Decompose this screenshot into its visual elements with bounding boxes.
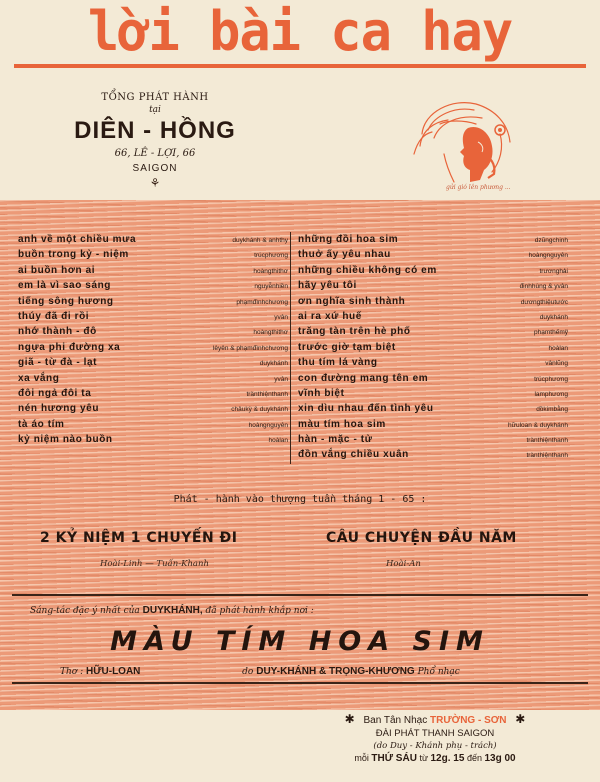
song-composer: trươnghải: [539, 267, 568, 275]
song-title: những đồi hoa sim: [298, 234, 399, 245]
song-composer: hoàlan: [268, 437, 288, 445]
radio-host: (do Duy - Khánh phụ - trách): [373, 741, 497, 751]
schedule-prefix: mỗi: [354, 753, 369, 763]
song-composer: hoàngnguyên: [528, 252, 568, 260]
song-title: nén hương yêu: [18, 403, 100, 415]
song-title: buồn trong kỷ - niệm: [18, 249, 129, 261]
musicians: DUY-KHÁNH & TRỌNG-KHƯƠNG: [256, 666, 415, 677]
radio-program: [300, 712, 570, 726]
song-title: ai buồn hơn ai: [18, 264, 96, 276]
song-row: [18, 403, 288, 418]
song-row: [298, 311, 568, 326]
publisher-label: TỔNG PHÁT HÀNH: [101, 92, 209, 103]
release-author: Hoài-Linh — Tuấn-Khanh: [100, 559, 209, 569]
song-row: [298, 342, 568, 357]
song-composer: hoàngthithơ: [253, 267, 288, 275]
song-row: [298, 373, 568, 388]
publisher-city: SAIGON: [132, 163, 178, 174]
song-row: [298, 280, 568, 295]
song-composer: đinhhùng & yvân: [519, 283, 568, 291]
song-row: [18, 249, 288, 264]
song-composer: phạmthếmỹ: [534, 329, 568, 337]
song-list-right: [298, 234, 568, 465]
radio-prefix: Ban Tân Nhạc: [363, 715, 428, 726]
song-title: xa vắng: [18, 372, 60, 384]
song-row: [18, 388, 288, 403]
song-title: ai ra xứ huế: [298, 310, 362, 322]
release-note: Phát - hành vào thượng tuần tháng 1 - 65 :: [173, 494, 427, 505]
schedule-to: đến: [466, 753, 482, 763]
featured-intro-before: Sáng-tác đặc ý nhất của: [30, 606, 140, 616]
music-label: Phổ nhạc: [417, 667, 460, 677]
radio-block: [300, 712, 570, 764]
song-row: [18, 326, 288, 341]
release-title: 2 KỶ NIỆM 1 CHUYẾN ĐI: [40, 530, 238, 546]
featured-song-title: MÀU TÍM HOA SIM: [110, 626, 490, 657]
banner-underline: [14, 64, 586, 68]
song-composer: trànthiệnthanh: [526, 452, 568, 460]
song-row: [298, 449, 568, 464]
song-title: đôi ngả đôi ta: [18, 387, 92, 399]
featured-intro-after: đã phát hành khắp nơi :: [205, 606, 314, 616]
song-composer: hoàngnguyên: [248, 421, 288, 429]
song-title: trăng tàn trên hè phố: [298, 326, 411, 338]
song-row: [298, 234, 568, 249]
column-divider: [290, 232, 291, 464]
release-title: CÂU CHUYỆN ĐẦU NĂM: [326, 530, 517, 546]
song-row: [298, 249, 568, 264]
radio-band-name: TRƯỜNG - SƠN: [430, 715, 507, 726]
song-composer: yvân: [274, 313, 288, 321]
banner-title: lời bài ca hay: [87, 0, 513, 64]
song-row: [298, 326, 568, 341]
song-title: ngựa phi đường xa: [18, 341, 121, 353]
song-title: màu tím hoa sim: [298, 418, 386, 430]
song-row: [298, 265, 568, 280]
song-composer: trúcphương: [534, 375, 568, 383]
song-row: [298, 296, 568, 311]
song-title: đồn vắng chiều xuân: [298, 449, 409, 461]
song-title: thuở ấy yêu nhau: [298, 249, 391, 261]
song-composer: dồkimbằng: [536, 406, 568, 414]
publisher-at: tại: [149, 105, 161, 115]
song-row: [298, 419, 568, 434]
star-icon: ✱: [515, 712, 526, 726]
song-composer: dzũngchinh: [534, 237, 568, 244]
song-composer: trànthiệnthanh: [246, 390, 288, 398]
song-composer: duykhánh: [539, 313, 568, 321]
song-title: giã - từ đà - lạt: [18, 357, 98, 369]
star-icon: ✱: [344, 712, 355, 726]
song-composer: vânlũng: [545, 360, 568, 368]
song-title: kỷ niệm nào buồn: [18, 434, 113, 446]
song-title: hàn - mặc - tử: [298, 434, 373, 446]
song-row: [18, 342, 288, 357]
publisher-address: 66, LÊ - LỢI, 66: [114, 148, 196, 159]
song-row: [298, 403, 568, 418]
song-title: xin dìu nhau đến tình yêu: [298, 403, 434, 415]
song-title: anh về một chiều mưa: [18, 234, 137, 245]
poet-name: HỮU-LOAN: [86, 666, 141, 677]
song-row: [298, 388, 568, 403]
song-row: [18, 234, 288, 249]
song-composer: dươngthiệutước: [520, 298, 568, 306]
song-list-left: [18, 234, 288, 449]
publisher-name: DIÊN - HỒNG: [74, 117, 236, 144]
schedule-start: 12g. 15: [430, 753, 465, 764]
song-row: [18, 311, 288, 326]
song-title: thu tím lá vàng: [298, 357, 378, 369]
song-composer: trúcphương: [254, 252, 288, 260]
featured-credits: [60, 666, 540, 677]
featured-intro: [30, 605, 314, 616]
song-composer: trànthiệnthanh: [526, 437, 568, 445]
song-composer: yvân: [274, 375, 288, 383]
featured-artist: DUYKHÁNH,: [142, 605, 203, 616]
song-composer: lêyên & phạmđìnhchương: [212, 344, 288, 352]
song-composer: hữuloan & duykhánh: [507, 421, 568, 429]
do-label: do: [242, 667, 254, 677]
schedule-end: 13g 00: [484, 753, 516, 764]
song-composer: châukỳ & duykhánh: [231, 406, 288, 414]
song-composer: hoàlan: [548, 344, 568, 352]
song-title: tiếng sông hương: [18, 295, 114, 307]
song-title: thúy đã đi rồi: [18, 310, 90, 322]
woman-portrait-icon: [404, 94, 524, 190]
song-title: trước giờ tạm biệt: [298, 341, 396, 353]
song-title: những chiều không có em: [298, 264, 437, 276]
song-composer: hoàngthithơ: [253, 329, 288, 337]
release-author: Hoài-An: [386, 559, 421, 569]
song-title: vĩnh biệt: [298, 387, 345, 399]
song-title: con đường mang tên em: [298, 372, 429, 384]
song-composer: duykhánh: [259, 360, 288, 368]
song-composer: lamphương: [534, 390, 568, 398]
song-composer: phạmđìnhchương: [236, 298, 288, 306]
song-title: tà áo tím: [18, 418, 65, 430]
illustration-caption: gửi gió lên phương ...: [446, 184, 511, 191]
song-row: [18, 419, 288, 434]
schedule-from: từ: [419, 753, 428, 763]
song-row: [18, 280, 288, 295]
banner: [14, 0, 586, 68]
poet-label: Thơ :: [60, 667, 84, 677]
song-row: [18, 296, 288, 311]
radio-schedule: [300, 753, 570, 764]
song-row: [298, 434, 568, 449]
song-title: hãy yêu tôi: [298, 280, 357, 292]
publisher-block: [40, 92, 270, 190]
song-row: [18, 434, 288, 449]
song-row: [298, 357, 568, 372]
song-row: [18, 373, 288, 388]
song-row: [18, 357, 288, 372]
song-row: [18, 265, 288, 280]
song-title: nhớ thành - đô: [18, 326, 97, 338]
schedule-day: THỨ SÁU: [371, 753, 417, 764]
song-composer: nguyễnhiền: [254, 283, 288, 291]
ornament-icon: ⚘: [149, 176, 161, 190]
song-title: em là vì sao sáng: [18, 280, 112, 292]
song-title: ơn nghĩa sinh thành: [298, 295, 406, 307]
song-composer: duykhánh & anhthy: [232, 237, 288, 244]
radio-station: ĐÀI PHÁT THANH SAIGON: [375, 728, 495, 739]
